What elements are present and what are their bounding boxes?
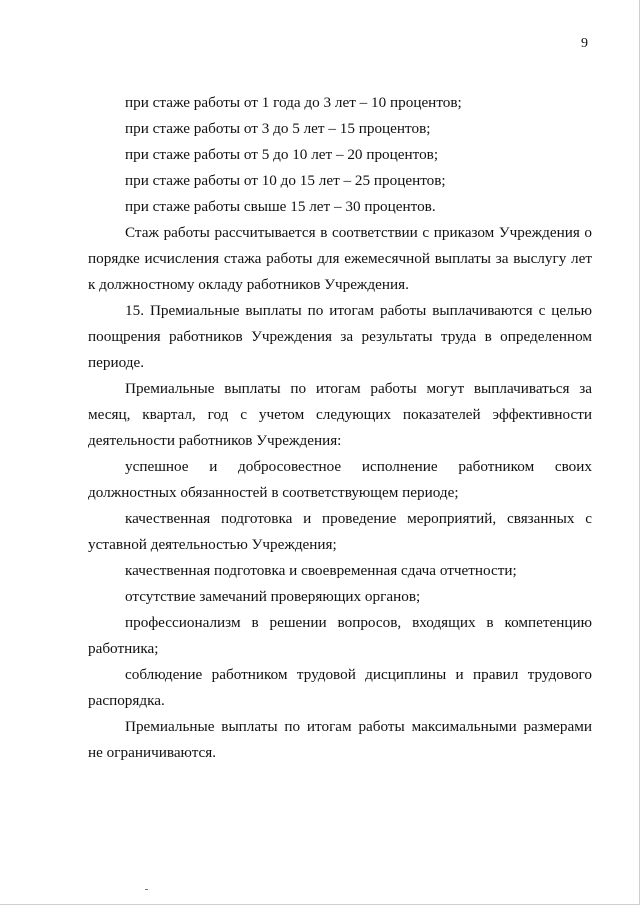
page-number: 9	[581, 36, 588, 51]
paragraph-seniority-1-3: при стаже работы от 1 года до 3 лет – 10 процентов;	[125, 94, 462, 111]
paragraph-seniority-3-5: при стаже работы от 3 до 5 лет – 15 процентов;	[125, 120, 431, 137]
paragraph-bonus-periods: Премиальные выплаты по итогам работы могут выплачиваться за месяц, квартал, год с учетом следующих показателей эффективности деятельности работников Учреждения:	[88, 380, 592, 449]
paragraph-criterion-reporting: качественная подготовка и своевременная сдача отчетности;	[125, 562, 517, 579]
scan-mark	[145, 889, 148, 890]
paragraph-criterion-professionalism: профессионализм в решении вопросов, входящих в компетенцию работника;	[88, 614, 592, 657]
paragraph-criterion-duties: успешное и добросовестное исполнение работником своих должностных обязанностей в соответствующем периоде;	[88, 458, 592, 501]
paragraph-seniority-over-15: при стаже работы свыше 15 лет – 30 процентов.	[125, 198, 436, 215]
paragraph-seniority-calculation: Стаж работы рассчитывается в соответствии с приказом Учреждения о порядке исчисления стажа работы для ежемесячной выплаты за выслугу лет к должностному окладу работников Учреждения.	[88, 224, 592, 293]
document-body	[88, 90, 592, 766]
paragraph-criterion-inspections: отсутствие замечаний проверяющих органов;	[125, 588, 421, 605]
paragraph-criterion-events: качественная подготовка и проведение мероприятий, связанных с уставной деятельностью Учреждения;	[88, 510, 592, 553]
paragraph-criterion-discipline: соблюдение работником трудовой дисциплины и правил трудового распорядка.	[88, 666, 592, 709]
paragraph-seniority-5-10: при стаже работы от 5 до 10 лет – 20 процентов;	[125, 146, 439, 163]
paragraph-bonus-purpose: 15. Премиальные выплаты по итогам работы выплачиваются с целью поощрения работников Учреждения за результаты труда в определенном периоде.	[88, 302, 592, 371]
paragraph-bonus-unlimited: Премиальные выплаты по итогам работы максимальными размерами не ограничиваются.	[88, 718, 592, 761]
paragraph-seniority-10-15: при стаже работы от 10 до 15 лет – 25 процентов;	[125, 172, 446, 189]
